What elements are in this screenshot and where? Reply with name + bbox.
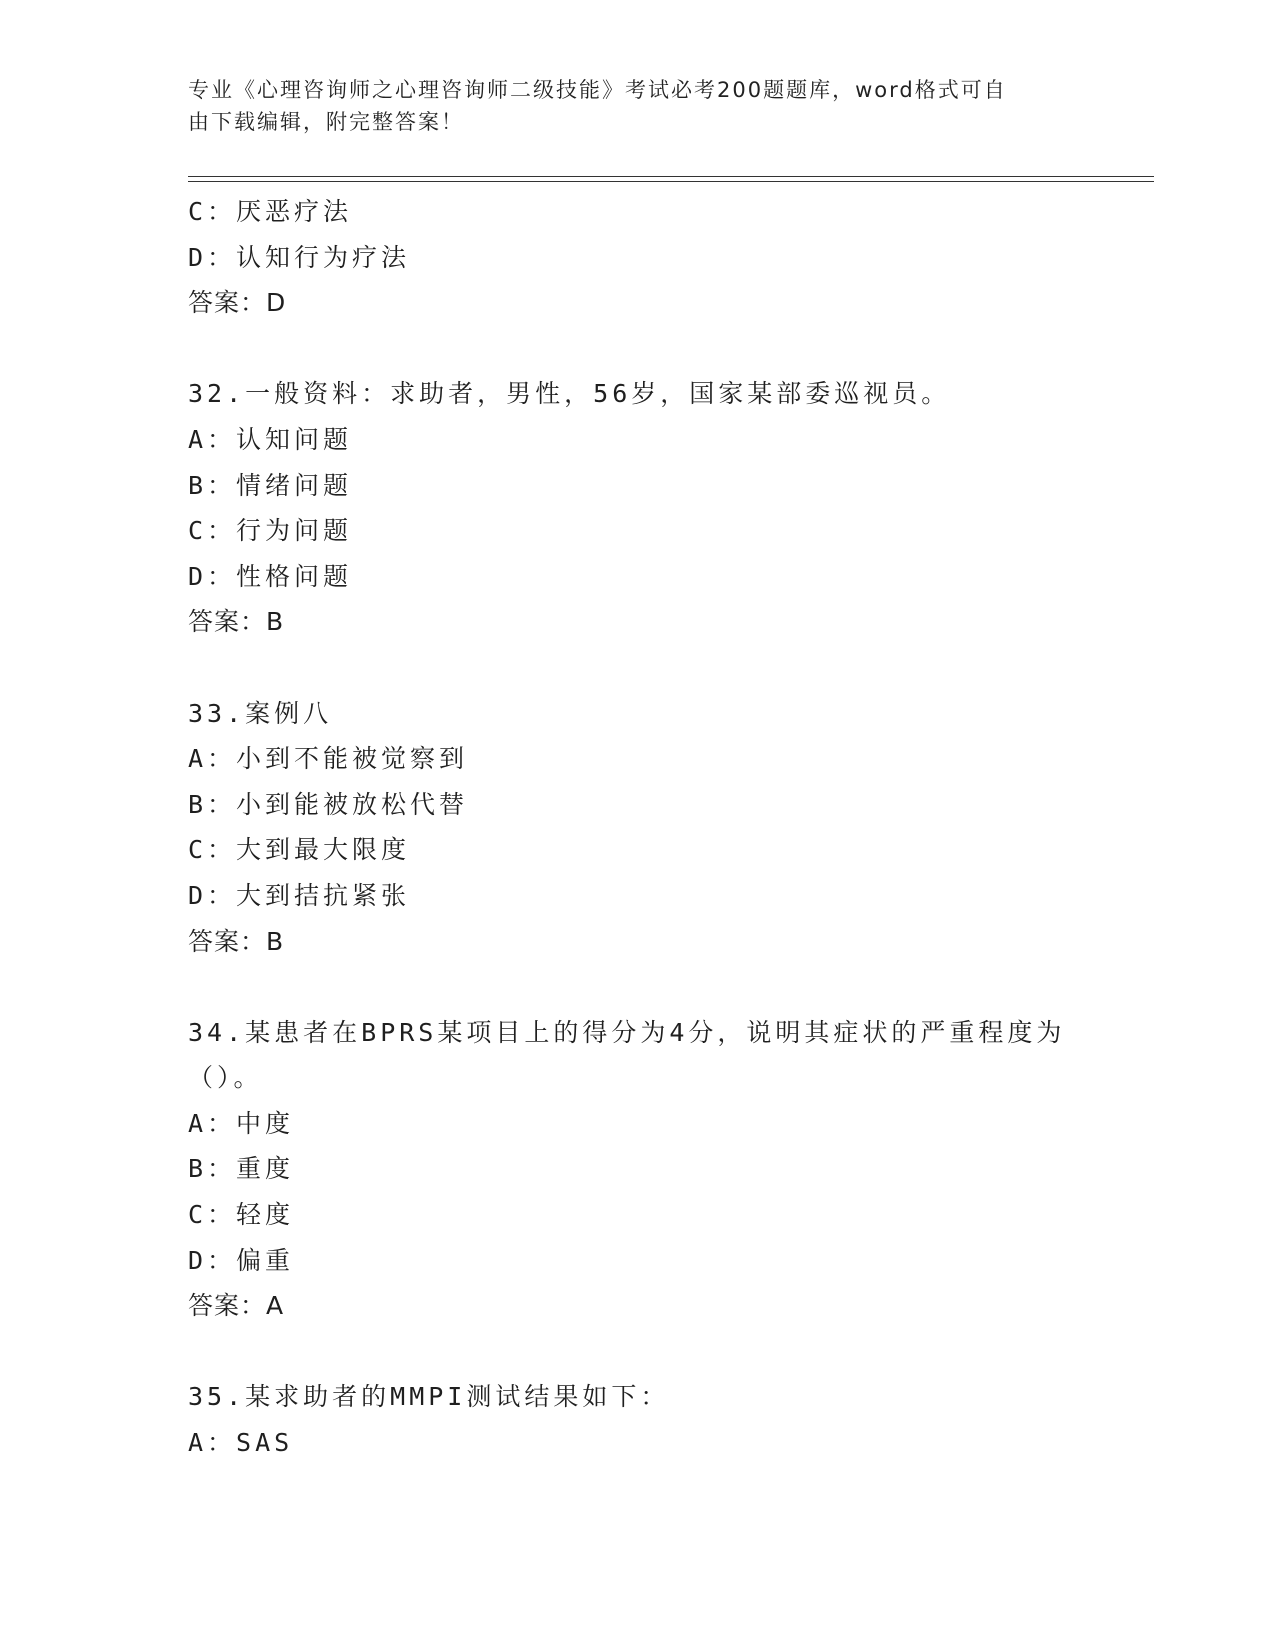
option-c: C：行为问题	[188, 516, 353, 546]
option-a: A：中度	[188, 1108, 295, 1138]
option-b: B：小到能被放松代替	[188, 789, 469, 819]
header-line-1: 专业《心理咨询师之心理咨询师二级技能》考试必考200题题库，word格式可自	[188, 78, 1007, 102]
question-text-continued: （）。	[188, 1063, 263, 1093]
option-d: D：性格问题	[188, 561, 353, 591]
answer: 答案：B	[188, 607, 285, 637]
option-d: D：认知行为疗法	[188, 242, 411, 272]
spacer	[188, 964, 1088, 1010]
option-c: C：大到最大限度	[188, 835, 411, 865]
question-text: 33.案例八	[188, 698, 333, 728]
option-b: B：重度	[188, 1154, 295, 1184]
question-text: 35.某求助者的MMPI测试结果如下：	[188, 1382, 670, 1412]
option-d: D：大到拮抗紧张	[188, 880, 411, 910]
header-divider-bottom	[188, 181, 1154, 182]
document-header	[188, 74, 1068, 138]
answer: 答案：D	[188, 288, 287, 318]
option-a: A：小到不能被觉察到	[188, 744, 469, 774]
option-a: A：认知问题	[188, 424, 353, 454]
answer: 答案：B	[188, 926, 285, 956]
question-text: 32.一般资料：求助者，男性，56岁，国家某部委巡视员。	[188, 379, 951, 409]
question-text: 34.某患者在BPRS某项目上的得分为4分，说明其症状的严重程度为	[188, 1017, 1066, 1047]
question-content	[188, 189, 1088, 1466]
spacer	[188, 1329, 1088, 1375]
spacer	[188, 326, 1088, 372]
option-d: D：偏重	[188, 1245, 295, 1275]
spacer	[188, 645, 1088, 691]
option-c: C：厌恶疗法	[188, 197, 353, 226]
option-a: A：SAS	[188, 1428, 294, 1458]
header-divider-top	[188, 176, 1154, 177]
header-line-2: 由下载编辑，附完整答案！	[188, 110, 464, 134]
option-c: C：轻度	[188, 1200, 295, 1230]
answer: 答案：A	[188, 1291, 285, 1321]
option-b: B：情绪问题	[188, 470, 353, 500]
